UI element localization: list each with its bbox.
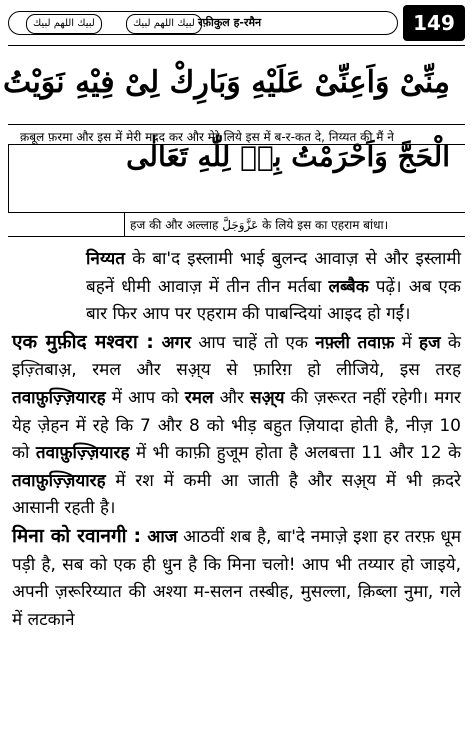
- dua-arabic-line-2: الْحَجَّ وَاَحْرَمْتُ بِهٖ لِلّٰهِ تَعَالٰی: [126, 140, 450, 173]
- text-span: आठवीं शब है, बा'दे नमाज़े इशा हर तरफ़ धूम पड़ी है, सब को एक ही धुन है कि मिना चलो! आप भी तय्यार हो जाइये, अपनी ज़रूरिय्यात की अश्या म-सलन तस्बीह, मुसल्ला, क़िब्ला नुमा, गले में लटकाने: [12, 526, 461, 630]
- divider-translation-vertical: [124, 212, 125, 236]
- text-span: के इज़्तिबाअ़, रमल और सअ़्य से फ़ारिग़ हो लीजिये, इस तरह: [12, 332, 461, 381]
- header-divider: [8, 45, 465, 46]
- keyword-ramal: रमल: [184, 387, 214, 408]
- dua-translation-line-1: क़बूल फ़रमा और इस में मेरी मदद कर और मेरे लिये इस में ब-र-कत दे, निय्यत की मैं ने: [20, 130, 394, 144]
- dua-translation-line-2: हज की और अल्लाह عَزَّوَجَلَّ के लिये इस का एहराम बांधा।: [130, 218, 389, 232]
- keyword-agar: अगर: [153, 332, 192, 353]
- keyword-hajj: हज: [419, 332, 441, 353]
- keyword-labbaik: लब्बैक: [328, 276, 369, 297]
- divider-3: [8, 212, 465, 213]
- keyword-nafli-tawaf: नफ़्ली तवाफ़: [315, 332, 395, 353]
- text-span: में आप को: [105, 387, 185, 408]
- keyword-tawaf-ziyarah: तवाफ़ुज़्ज़ियारह: [12, 387, 106, 408]
- keyword-tawaf-ziyarah-3: तवाफ़ुज़्ज़ियारह: [12, 470, 106, 491]
- divider-4: [8, 236, 465, 237]
- text-span: के बा'द इस्लामी भाई बुलन्द आवाज़ से और इस्लामी बहनें धीमी आवाज़ में तीन तीन मर्तबा: [86, 249, 461, 297]
- text-span: में भी काफ़ी हुजूम होता है अलबत्ता 11 और 12 के: [129, 443, 461, 464]
- page-number: 149: [403, 5, 465, 41]
- keyword-aaj: आज: [141, 526, 178, 547]
- paragraph-mina-departure: [12, 523, 461, 634]
- text-span: में रश में कमी आ जाती है और सअ़्य में भी क़दरे आसानी रहती है।: [12, 470, 461, 519]
- keyword-niyyat: निय्यत: [86, 249, 125, 269]
- paragraph-niyyat: [12, 246, 461, 329]
- paragraph-mufeed-mashwara: [12, 329, 461, 523]
- text-span: की ज़रूरत नहीं रहेगी। मगर येह ज़ेहन में रहे कि 7 और 8 को भीड़ बहुत ज़ियादा होती है, नीज़ 10 को: [12, 387, 461, 464]
- body-text: [12, 246, 461, 634]
- text-span: में: [394, 332, 420, 353]
- keyword-tawaf-ziyarah-2: तवाफ़ुज़्ज़ियारह: [35, 443, 130, 464]
- book-title: रफ़ीकुल ह-रमैन: [198, 16, 262, 29]
- heading-mina-departure: मिना को रवानगी :: [12, 524, 142, 547]
- divider-1: [8, 124, 465, 125]
- text-span: पढ़ें। अब एक बार फिर आप पर एहराम की पाबन्दियां आइद हो गईं।: [86, 276, 461, 325]
- labbaik-badge-middle: لبيك اللهم لبيك: [126, 14, 202, 34]
- keyword-saee: सअ़्य: [250, 387, 285, 408]
- dua-arabic-line-1: مِنِّیْ وَاَعِنِّیْ عَلَیْهِ وَبَارِكْ لِیْ فِیْهِ نَوَیْتُ: [2, 65, 450, 100]
- divider-left-vertical: [8, 144, 9, 212]
- text-span: और: [213, 387, 251, 408]
- page-header: [8, 5, 465, 55]
- text-span: आप चाहें तो एक: [191, 332, 316, 353]
- heading-mufeed-mashwara: एक मुफ़ीद मश्वरा :: [12, 330, 154, 353]
- labbaik-badge-left: لبيك اللهم لبيك: [26, 14, 102, 34]
